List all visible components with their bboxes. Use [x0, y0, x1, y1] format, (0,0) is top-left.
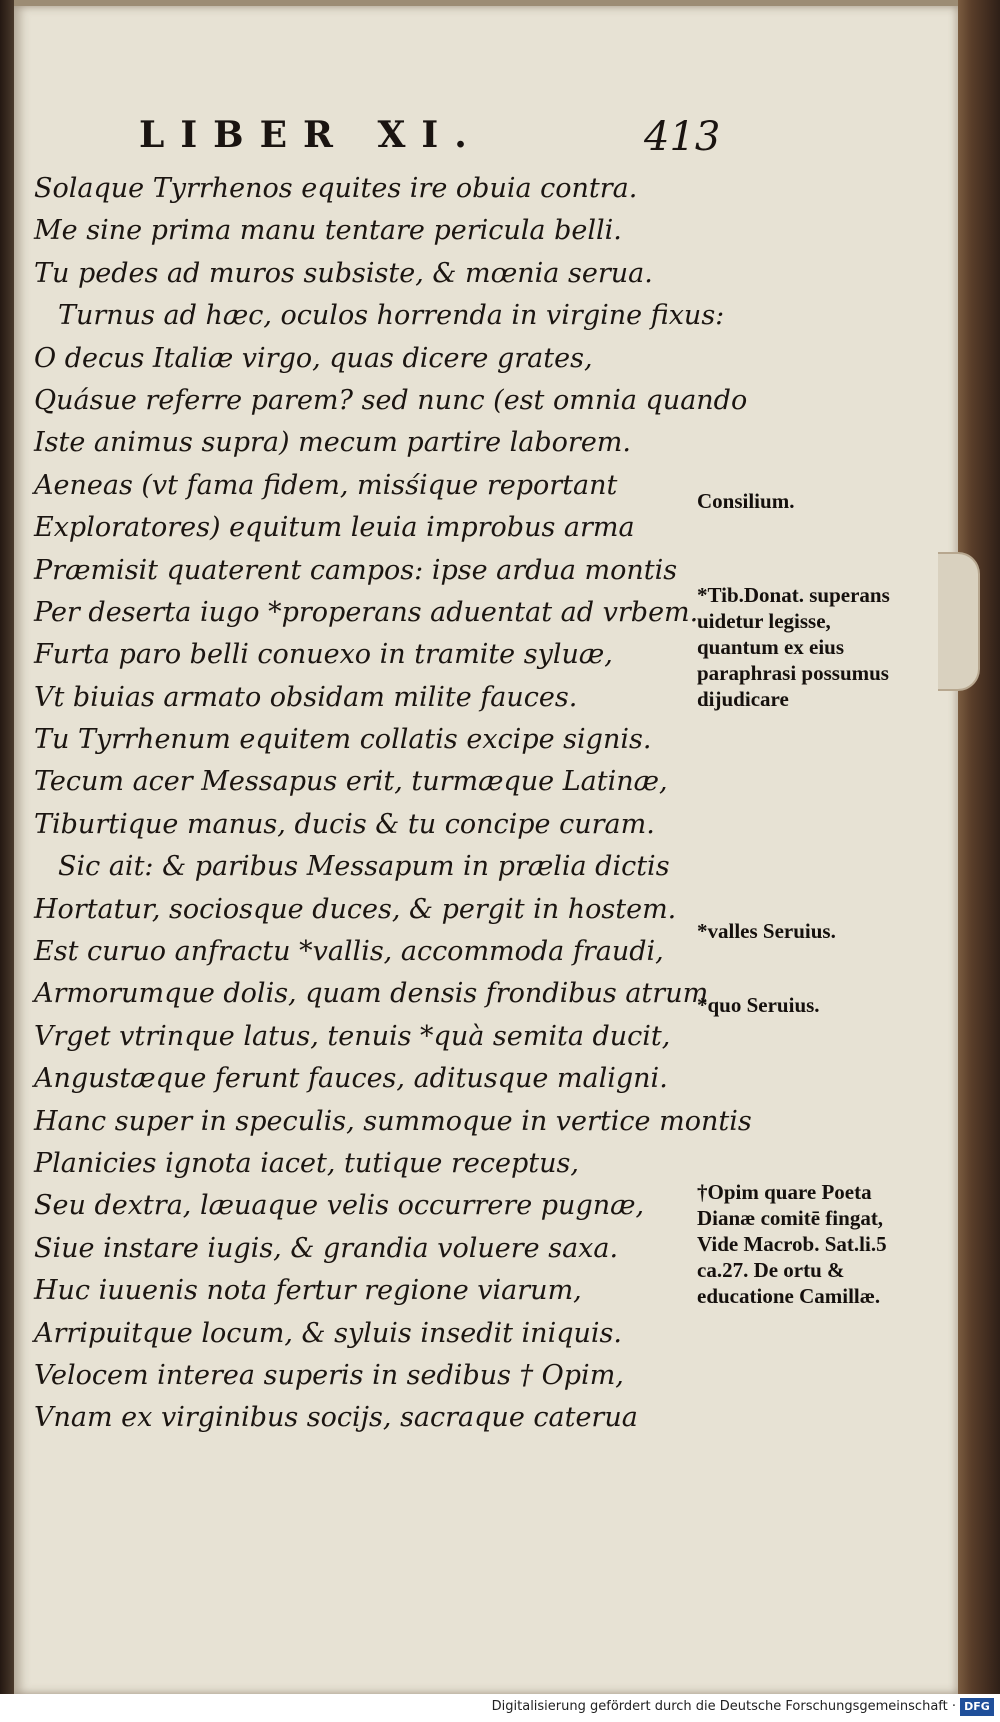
verse-line: Solaque Tyrrhenos equites ire obuia contra.	[34, 173, 638, 204]
book-page	[14, 0, 958, 1694]
verse-line: Exploratores) equitum leuia improbus arma	[34, 512, 635, 544]
margin-note: *valles Seruius.	[697, 919, 836, 943]
verse-line: Vt biuias armato obsidam milite fauces.	[34, 681, 578, 713]
dfg-logo: DFG	[960, 1698, 994, 1716]
verse-line: Planicies ignota iacet, tutique receptus,	[34, 1147, 579, 1179]
margin-note: *quo Seruius.	[697, 993, 820, 1017]
margin-note: †Opim quare Poeta Dianæ comitē fingat, Vide Macrob. Sat.li.5 ca.27. De ortu & educatione Camillæ.	[697, 1180, 887, 1308]
verse-line: Tecum acer Messapus erit, turmæque Latinæ,	[34, 766, 668, 798]
verse-line: Turnus ad hæc, oculos horrenda in virgine fixus:	[58, 300, 725, 332]
margin-note: Consilium.	[697, 489, 795, 513]
verse-line: Siue instare iugis, & grandia voluere saxa.	[34, 1232, 619, 1264]
margin-note: *Tib.Donat. superans uidetur legisse, quantum ex eius paraphrasi possumus dijudicare	[697, 583, 890, 711]
verse-line: Tu Tyrrhenum equitem collatis excipe signis.	[34, 724, 652, 756]
verse-line: Est curuo anfractu *vallis, accommoda fraudi,	[34, 936, 664, 968]
verse-line: Seu dextra, læuaque velis occurrere pugnæ,	[34, 1190, 645, 1222]
verse-line: Arripuitque locum, & syluis insedit iniquis.	[34, 1317, 622, 1349]
page-number: 413	[644, 114, 721, 160]
verse-line: Vnam ex virginibus socijs, sacraque caterua	[34, 1402, 638, 1434]
verse-line: Sic ait: & paribus Messapum in prælia dictis	[58, 851, 670, 883]
page-header	[139, 114, 719, 164]
verse-line: Hortatur, sociosque duces, & pergit in hostem.	[34, 893, 677, 925]
page-tab-marker	[938, 552, 980, 691]
verse-line: Angustæque ferunt fauces, aditusque maligni.	[34, 1063, 668, 1095]
footer-bar	[0, 1694, 1000, 1722]
verse-line: Velocem interea superis in sedibus † Opim,	[34, 1359, 624, 1391]
verse-line: Huc iuuenis nota fertur regione viarum,	[34, 1275, 582, 1307]
book-edge	[952, 0, 1000, 1722]
funding-credit: Digitalisierung gefördert durch die Deutsche Forschungsgemeinschaft ·	[491, 1699, 956, 1714]
verse-line: Tu pedes ad muros subsiste, & mœnia serua.	[34, 257, 653, 289]
verse-line: Aeneas (vt fama fidem, misśique reportant	[34, 469, 618, 501]
verse-line: Iste animus supra) mecum partire laborem.	[34, 427, 631, 459]
running-title: LIBER XI.	[139, 114, 483, 156]
verse-line: Hanc super in speculis, summoque in vertice montis	[34, 1105, 752, 1137]
verse-line: Quásue referre parem? sed nunc (est omnia quando	[34, 384, 748, 416]
verse-line: Furta paro belli conuexo in tramite syluæ,	[34, 639, 613, 671]
verse-line: Præmisit quaterent campos: ipse ardua montis	[34, 554, 678, 586]
verse-line: Tiburtique manus, ducis & tu concipe curam.	[34, 808, 655, 840]
verse-line: Armorumque dolis, quam densis frondibus atrum	[34, 978, 709, 1010]
verse-line: Me sine prima manu tentare pericula belli.	[34, 215, 622, 247]
book-spine	[0, 0, 14, 1722]
verse-line: O decus Italiæ virgo, quas dicere grates,	[34, 342, 593, 374]
verse-line: Vrget vtrinque latus, tenuis *quà semita ducit,	[34, 1020, 671, 1052]
verse-line: Per deserta iugo *properans aduentat ad vrbem.	[34, 596, 699, 628]
